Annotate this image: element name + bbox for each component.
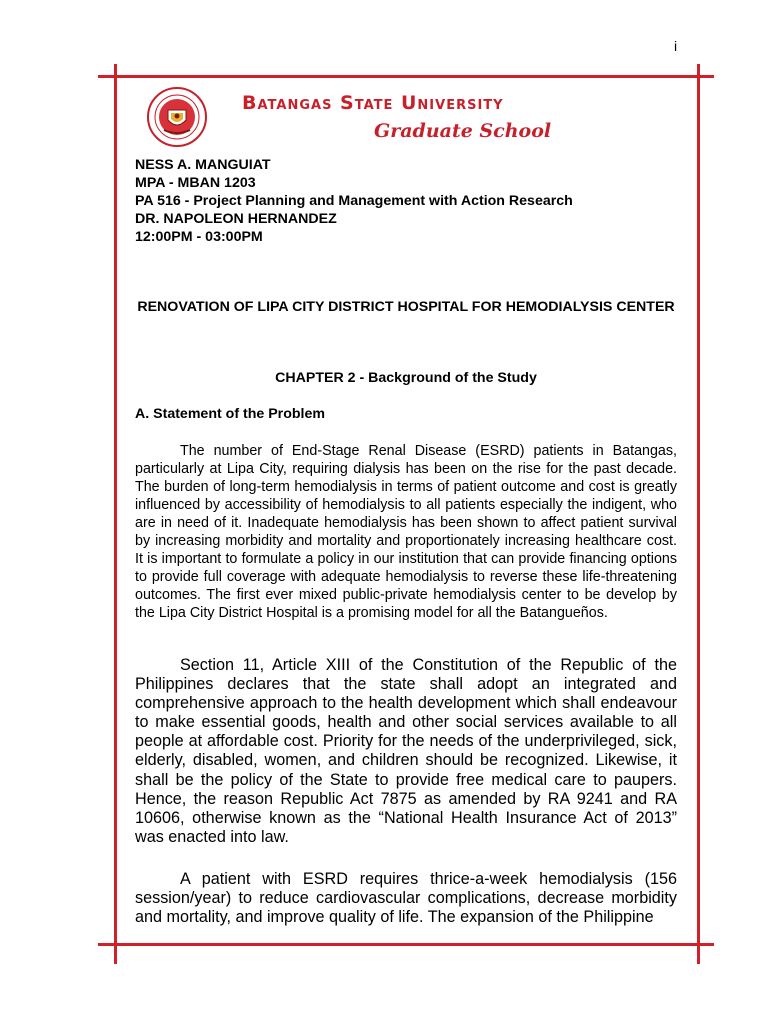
border-line-right xyxy=(697,64,700,964)
professor: DR. NAPOLEON HERNANDEZ xyxy=(135,211,337,227)
university-name: Batangas State University xyxy=(242,92,504,114)
paragraph: A patient with ESRD requires thrice-a-week hemodialysis (156 session/year) to reduce cardiovascular complications, decrease morbidity and mortality, and improve quality of life. The expansion of the Philippine xyxy=(135,870,677,927)
chapter-heading: CHAPTER 2 - Background of the Study xyxy=(275,370,537,386)
course: PA 516 - Project Planning and Management with Action Research xyxy=(135,193,573,209)
document-body xyxy=(135,156,677,927)
document-title: RENOVATION OF LIPA CITY DISTRICT HOSPITAL FOR HEMODIALYSIS CENTER xyxy=(137,299,675,315)
university-seal-icon xyxy=(146,86,208,148)
section-heading: A. Statement of the Problem xyxy=(135,406,325,422)
paragraph: Section 11, Article XIII of the Constitution of the Republic of the Philippines declares that the state shall adopt an integrated and comprehensive approach to the health development which shall endeavour to make essential goods, health and other social services available to all people at affordable cost. Priority for the needs of the underprivileged, sick, elderly, disabled, women, and children should be recognized. Likewise, it shall be the policy of the State to provide free medical care to paupers. Hence, the reason Republic Act 7875 as amended by RA 9241 and RA 10606, otherwise known as the “National Health Insurance Act of 2013” was enacted into law. xyxy=(135,656,677,846)
paragraph: The number of End-Stage Renal Disease (ESRD) patients in Batangas, particularly at Lipa City, requiring dialysis has been on the rise for the past decade. The burden of long-term hemodialysis in terms of patient outcome and cost is greatly influenced by accessibility of hemodialysis to all patients especially the indigent, who are in need of it. Inadequate hemodialysis has been shown to affect patient survival by increasing morbidity and mortality and proportionately increasing healthcare cost. It is important to formulate a policy in our institution that can provide financing options to provide full coverage with adequate hemodialysis to reverse these life-threatening outcomes. The first ever mixed public-private hemodialysis center to be develop by the Lipa City District Hospital is a promising model for all the Batangueños. xyxy=(135,443,677,621)
program: MPA - MBAN 1203 xyxy=(135,175,256,191)
letterhead xyxy=(140,84,680,154)
student-name: NESS A. MANGUIAT xyxy=(135,157,271,173)
border-line-top xyxy=(98,75,714,78)
school-name: Graduate School xyxy=(374,120,552,142)
border-line-left xyxy=(114,64,117,964)
schedule: 12:00PM - 03:00PM xyxy=(135,229,263,245)
page-number: i xyxy=(674,38,678,54)
border-line-bottom xyxy=(98,943,714,946)
